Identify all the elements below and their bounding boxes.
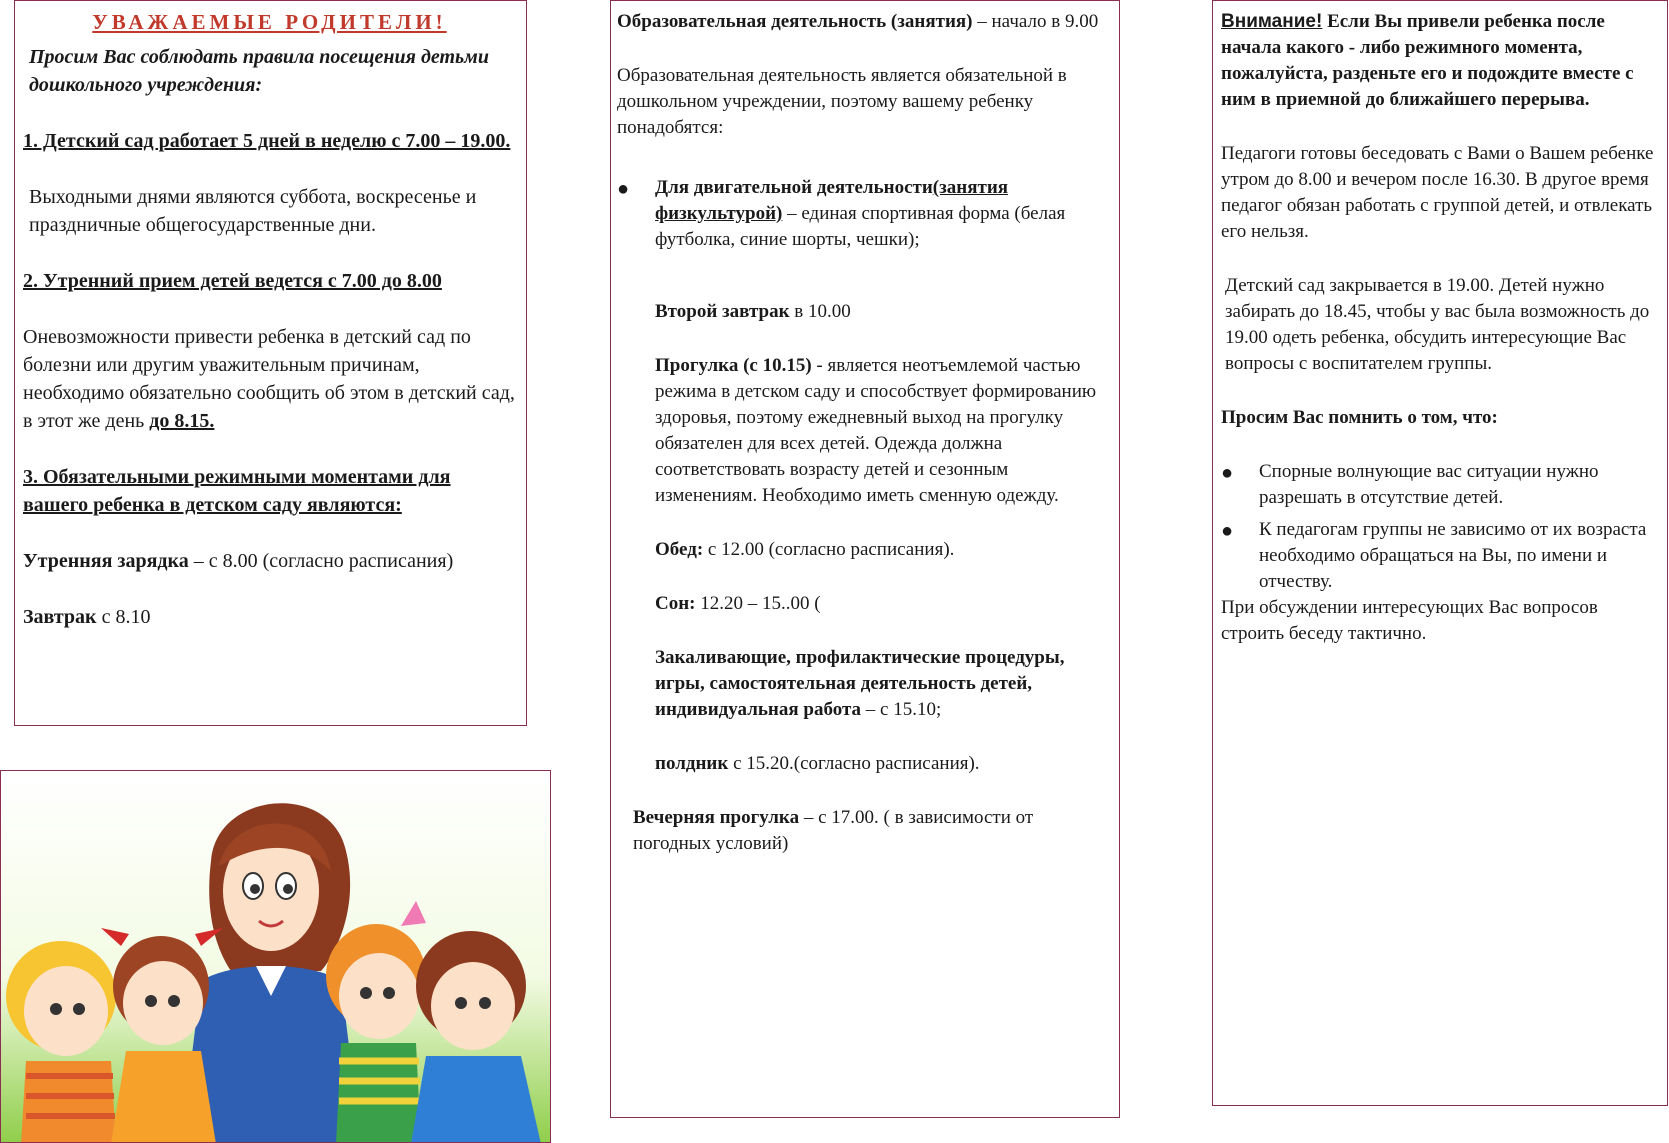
breakfast-time: с 8.10 [96,606,151,628]
intro-text: Просим Вас соблюдать правила посещения детьми дошкольного учреждения: [29,46,489,96]
second-breakfast-label: Второй завтрак [655,301,790,322]
teacher-children-illustration [0,770,551,1143]
walk-text [617,353,1111,509]
procedures-label: Закаливающие, профилактические процедуры, игры, самостоятельная деятельность детей, индивидуальная работа [655,647,1065,720]
closing-note: Детский сад закрывается в 19.00. Детей нужно забирать до 18.45, чтобы у вас была возможность до 19.00 одеть ребенка, обсудить интересующие Вас вопросы с воспитателем группы. [1225,275,1650,374]
rule1-text: Выходными днями являются суббота, воскресенье и праздничные общегосударственные дни. [29,186,477,236]
sport-label-underlined: (занятия физкультурой) [655,177,1009,224]
edu-label: Образовательная деятельность (занятия) [617,11,973,32]
remember-text-2: К педагогам группы не зависимо от их возраста необходимо обращаться на Вы, по имени и отчеству. [1259,519,1647,592]
edu-paragraph: Образовательная деятельность является обязательной в дошкольном учреждении, поэтому вашему ребенку понадобятся: [617,65,1067,138]
sport-description: – единая спортивная форма (белая футболка, синие шорты, чешки); [655,203,1066,250]
schedule-panel [610,0,1120,1118]
notes-panel [1212,0,1668,1106]
edu-start [617,9,1111,35]
attention-label: Внимание! [1221,11,1323,32]
sleep-label: Сон: [655,593,696,614]
exercise-time: – с 8.00 (согласно расписания) [188,550,454,572]
rules-panel [14,0,527,726]
schedule-breakfast [23,603,516,631]
remember-heading: Просим Вас помнить о том, что: [1221,407,1498,428]
rule2-body: Оневозможности привести ребенка в детский сад по болезни или другим уважительным причинам, необходимо обязательно сообщить об этом в детский сад, в этот же день [23,326,515,432]
dinner-label: Обед: [655,539,704,560]
page-title: УВАЖАЕМЫЕ РОДИТЕЛИ! [92,10,447,34]
dinner-time: с 12.00 (согласно расписания). [703,539,955,560]
remember-text-1: Спорные волнующие вас ситуации нужно разрешать в отсутствие детей. [1259,461,1599,508]
final-note: При обсуждении интересующих Вас вопросов строить беседу тактично. [1221,597,1598,644]
rule2-text [23,323,516,435]
procedures-time: – с 15.10; [861,699,942,720]
teachers-note: Педагоги готовы беседовать с Вами о Вашем ребенке утром до 8.00 и вечером после 16.30. В другое время педагог обязан работать с группой детей, и отвлекать его нельзя. [1221,143,1654,242]
dinner [617,537,1111,563]
exercise-label: Утренняя зарядка [23,550,189,572]
sleep-time: 12.20 – 15..00 ( [695,593,821,614]
sport-item [617,175,1111,253]
sport-text [655,175,1111,253]
rule2-deadline: до 8.15. [149,410,215,432]
edu-time: – начало в 9.00 [972,11,1099,32]
bullet-icon: ● [1221,462,1234,484]
second-breakfast-time: в 10.00 [789,301,851,322]
evening-walk-label: Вечерняя прогулка [633,807,800,828]
second-breakfast [617,299,1111,325]
breakfast-label: Завтрак [23,606,97,628]
evening-walk-time: – с 17.00. ( в зависимости от погодных условий) [633,807,1034,854]
bullet-icon: ● [1221,520,1234,542]
snack-time: с 15.20.(согласно расписания). [728,753,980,774]
illustration-image [1,771,551,1143]
walk-label: Прогулка (с 10.15) [655,355,812,376]
rule2-heading: 2. Утренний прием детей ведется с 7.00 до 8.00 [23,270,442,292]
attention-note [1221,9,1663,113]
rule1-heading: 1. Детский сад работает 5 дней в неделю с 7.00 – 19.00. [23,130,511,152]
remember-item-2 [1221,517,1663,595]
walk-description: - является неотъемлемой частью режима в детском саду и способствует формированию здоровья, поэтому ежедневный выход на прогулку обязателен для всех детей. Одежда должна соответствовать возрасту детей и сезонным изменениям. Необходимо иметь сменную одежду. [655,355,1097,506]
snack-label: полдник [655,753,729,774]
schedule-exercise [23,547,516,575]
sleep [617,591,1111,617]
procedures [617,645,1111,723]
snack [617,751,1111,777]
evening-walk [617,805,1111,857]
attention-text: Если Вы привели ребенка после начала какого - либо режимного момента, пожалуйста, разденьте его и подождите вместе с ним в приемной до ближайшего перерыва. [1221,11,1634,110]
rule3-heading: 3. Обязательными режимными моментами для вашего ребенка в детском саду являются: [23,466,451,516]
sport-label: Для двигательной деятельности [655,177,933,198]
remember-item-1 [1221,459,1663,511]
bullet-icon: ● [617,178,630,200]
